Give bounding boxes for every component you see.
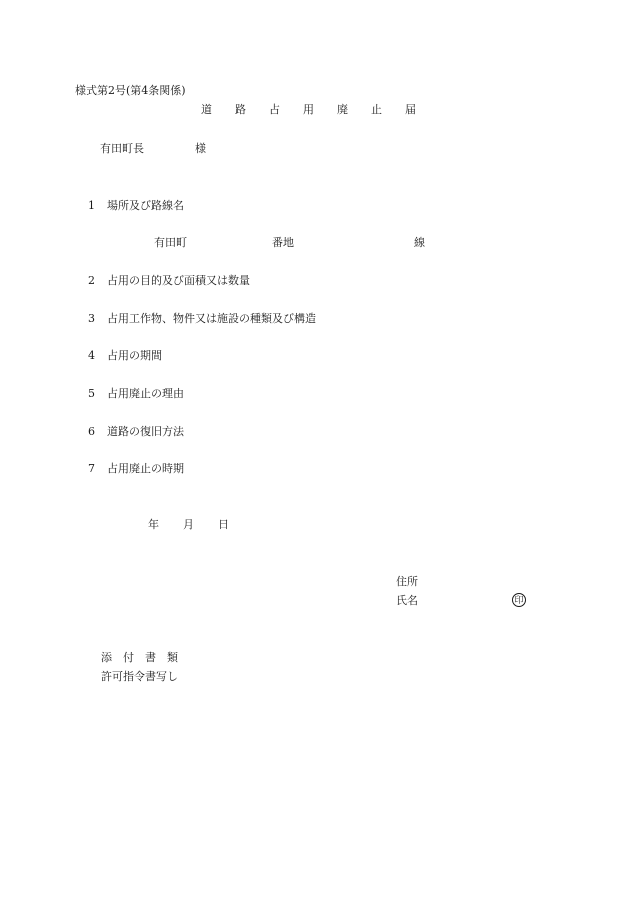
title-char: 道 — [201, 103, 212, 116]
title-char: 廃 — [337, 103, 348, 116]
attachments-char: 付 — [123, 651, 134, 664]
form-header: 様式第2号(第4条関係) — [75, 84, 186, 97]
attachment-document: 許可指令書写し — [101, 670, 178, 683]
seal-mark: 印 — [512, 593, 526, 607]
addressee-honorific: 様 — [195, 142, 206, 155]
title-char: 路 — [235, 103, 246, 116]
attachments-char: 類 — [167, 651, 178, 664]
title-char: 止 — [371, 103, 382, 116]
attachments-char: 添 — [101, 651, 112, 664]
location-banchi: 番地 — [272, 236, 294, 249]
date-day: 日 — [218, 518, 229, 531]
addressee-name: 有田町長 — [100, 142, 144, 155]
item-5-number: 5 — [88, 387, 95, 400]
item-6-number: 6 — [88, 425, 95, 438]
item-4-label: 占用の期間 — [107, 349, 162, 362]
item-7-label: 占用廃止の時期 — [107, 462, 184, 475]
item-2-number: 2 — [88, 274, 95, 287]
location-line: 線 — [414, 236, 425, 249]
title-char: 届 — [405, 103, 416, 116]
name-label: 氏名 — [396, 594, 418, 607]
item-3-label: 占用工作物、物件又は施設の種類及び構造 — [107, 312, 316, 325]
item-1-label: 場所及び路線名 — [107, 199, 184, 212]
attachments-heading — [101, 651, 178, 665]
date-month: 月 — [183, 518, 194, 531]
attachments-char: 書 — [145, 651, 156, 664]
location-town: 有田町 — [154, 236, 187, 249]
item-3-number: 3 — [88, 312, 95, 325]
document-title — [201, 103, 416, 117]
item-2-label: 占用の目的及び面積又は数量 — [107, 274, 250, 287]
item-5-label: 占用廃止の理由 — [107, 387, 184, 400]
item-1-number: 1 — [88, 199, 95, 212]
address-label: 住所 — [396, 575, 418, 588]
title-char: 占 — [269, 103, 280, 116]
date-line — [148, 518, 229, 532]
item-6-label: 道路の復旧方法 — [107, 425, 184, 438]
date-year: 年 — [148, 518, 159, 531]
item-7-number: 7 — [88, 462, 95, 475]
title-char: 用 — [303, 103, 314, 116]
item-4-number: 4 — [88, 349, 95, 362]
